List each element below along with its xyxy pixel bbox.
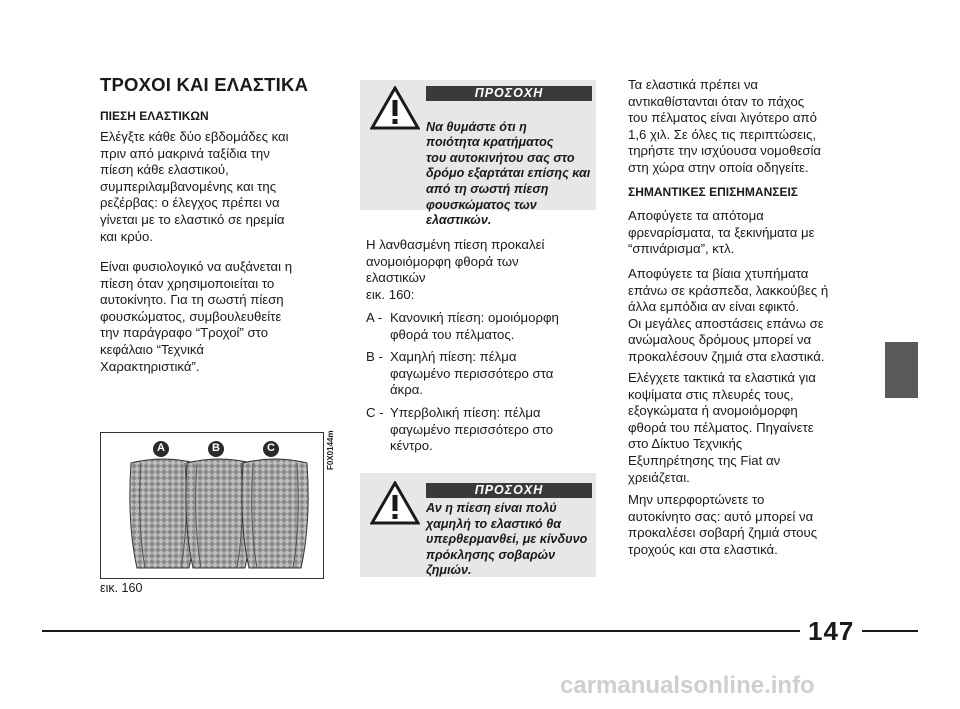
paragraph-check-pressure: Ελέγξτε κάθε δύο εβδομάδες και πριν από μακρινά ταξίδια την πίεση κάθε ελαστικού, συμπεριλαμβανομένης και της ρεζέρβας: ο έλεγχος πρέπει να γίνεται με το ελαστικό σε ηρεμία και κρύο. — [100, 129, 289, 244]
section-tab-marker — [885, 342, 918, 398]
list-item-letter: B - — [366, 349, 383, 365]
footer-rule-right — [862, 630, 918, 632]
paragraph-tread-depth: Τα ελαστικά πρέπει να αντικαθίστανται όταν το πάχος του πέλματος είναι λιγότερο από 1,6 χιλ. Σε όλες τις περιπτώσεις, τηρήστε την ισχύουσα νομοθεσία στη χώρα στην οποία οδηγείτε. — [628, 77, 822, 175]
list-item — [366, 310, 602, 343]
paragraph-pressure-increase: Είναι φυσιολογικό να αυξάνεται η πίεση όταν χρησιμοποιείται το αυτοκίνητο. Για τη σωστή πίεση φουσκώματος, συμβουλευθείτε την παράγραφο “Τροχοί” στο κεφάλαιο “Τεχνικά Χαρακτηριστικά”. — [100, 259, 293, 374]
paragraph-no-overload: Μην υπερφορτώνετε το αυτοκίνητο σας: αυτό μπορεί να προκαλέσει σοβαρή ζημιά στους τροχούς και στα ελαστικά. — [628, 492, 818, 557]
footer-rule-left — [42, 630, 800, 632]
figure-code: F0X0144m — [326, 430, 335, 470]
tyre-wear-illustration — [101, 433, 323, 578]
warning-text-road-holding — [370, 104, 596, 244]
tyre-c-icon — [242, 459, 308, 568]
list-item — [366, 349, 602, 399]
label-b: B — [212, 442, 220, 454]
warning-box-low-pressure — [360, 473, 596, 577]
page-title: ΤΡΟΧΟΙ ΚΑΙ ΕΛΑΣΤΙΚΑ — [100, 74, 309, 95]
page-number: 147 — [808, 616, 855, 646]
label-a: A — [157, 442, 165, 454]
paragraph-avoid-impacts: Αποφύγετε τα βίαια χτυπήματα επάνω σε κράσπεδα, λακκούβες ή άλλα εμπόδια αν είναι εφικτό. Οι μεγάλες αποστάσεις επάνω σε ανώμαλους δρόμους μπορεί να προκαλέσουν ζημιά στα ελαστικά. — [628, 266, 829, 364]
watermark: carmanualsonline.info — [560, 672, 815, 699]
list-item-text: Υπερβολική πίεση: πέλμα φαγωμένο περισσότερο στο κέντρο. — [390, 404, 554, 454]
warning-header: ΠΡΟΣΟΧΗ — [426, 483, 592, 498]
figure-caption: εικ. 160 — [100, 581, 143, 595]
list-item — [366, 405, 602, 455]
warning-text-line-block: Να θυμάστε ότι η ποιότητα κρατήματος του αυτοκινήτου σας στο δρόμο εξαρτάται επίσης και από τη σωστή πίεση φουσκώματος των ελαστικών. — [426, 119, 591, 228]
warning-text-low-pressure — [370, 501, 596, 579]
paragraph-wrong-pressure: Η λανθασμένη πίεση προκαλεί ανομοιόμορφη φθορά των ελαστικών εικ. 160: — [366, 237, 545, 302]
warning-header: ΠΡΟΣΟΧΗ — [426, 86, 592, 101]
warning-box-road-holding — [360, 80, 596, 228]
list-item-letter: A - — [366, 310, 383, 325]
tyre-wear-figure — [100, 432, 324, 579]
pressure-list — [366, 310, 602, 461]
label-c: C — [267, 442, 275, 454]
warning-text-line-block: Αν η πίεση είναι πολύ χαμηλή το ελαστικό θα υπερθερμανθεί, με κίνδυνο πρόκλησης σοβαρών ζημιών. — [426, 501, 588, 578]
section-heading-tyre-pressure: ΠΙΕΣΗ ΕΛΑΣΤΙΚΩΝ — [100, 109, 209, 123]
list-item-text: Κανονική πίεση: ομοιόμορφη φθορά του πέλματος. — [390, 310, 559, 342]
paragraph-avoid-braking: Αποφύγετε τα απότομα φρεναρίσματα, τα ξεκινήματα με “σπινάρισμα”, κτλ. — [628, 208, 815, 257]
paragraph-check-tyres: Ελέγχετε τακτικά τα ελαστικά για κοψίματα στις πλευρές τους, εξογκώματα ή ανομοιόμορφη φθορά του πέλματος. Πηγαίνετε στο Δίκτυο Τεχνικής Εξυπηρέτησης της Fiat αν χρειάζεται. — [628, 370, 816, 485]
section-heading-important: ΣΗΜΑΝΤΙΚΕΣ ΕΠΙΣΗΜΑΝΣΕΙΣ — [628, 185, 799, 199]
list-item-letter: C - — [366, 404, 384, 420]
list-item-text: Χαμηλή πίεση: πέλμα φαγωμένο περισσότερο στα άκρα. — [390, 349, 554, 398]
